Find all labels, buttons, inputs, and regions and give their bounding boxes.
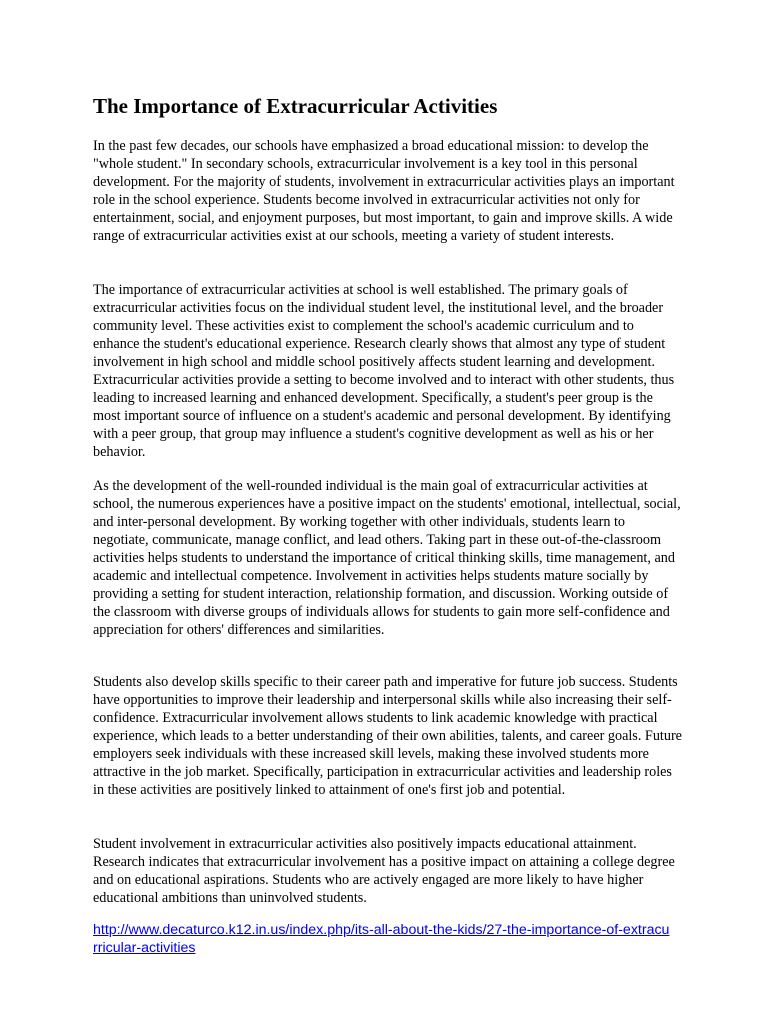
paragraph-development: As the development of the well-rounded individual is the main goal of extracurricular activities at school, the numerous experiences have a positive impact on the students' emotional, intellectual, social, and inter-personal development. By working together with other individuals, students learn to negotiate, communicate, manage conflict, and lead others. Taking part in these out-of-the-classroom activities helps students to understand the importance of critical thinking skills, time management, and academic and intellectual competence. Involvement in activities helps students mature socially by providing a setting for student interaction, relationship formation, and discussion. Working outside of the classroom with diverse groups of individuals allows for students to gain more self-confidence and appreciation for others' differences and similarities. — [93, 478, 681, 638]
paragraph-importance: The importance of extracurricular activities at school is well established. The primary goals of extracurricular activities focus on the individual student level, the institutional level, and the broader community level. These activities exist to complement the school's academic curriculum and to enhance the student's educational experience. Research clearly shows that almost any type of student involvement in high school and middle school positively affects student learning and development. Extracurricular activities provide a setting to become involved and to interact with other students, thus leading to increased learning and enhanced development. Specifically, a student's peer group is the most important source of influence on a student's academic and personal development. By identifying with a peer group, that group may influence a student's cognitive development as well as his or her behavior. — [93, 282, 675, 460]
paragraph-educational-attainment: Student involvement in extracurricular activities also positively impacts educational attainment. Research indicates that extracurricular involvement has a positive impact on attaining a college degree and on educational aspirations. Students who are actively engaged are more likely to have higher educational ambitions than uninvolved students. — [93, 836, 675, 906]
document-title: The Importance of Extracurricular Activities — [93, 94, 498, 118]
paragraph-intro: In the past few decades, our schools have emphasized a broad educational mission: to develop the "whole student." In secondary schools, extracurricular involvement is a key tool in this personal development. For the majority of students, involvement in extracurricular activities plays an important role in the school experience. Students become involved in extracurricular activities not only for entertainment, social, and enjoyment purposes, but most important, to gain and improve skills. A wide range of extracurricular activities exist at our schools, meeting a variety of student interests. — [93, 138, 675, 244]
source-link[interactable]: http://www.decaturco.k12.in.us/index.php/its-all-about-the-kids/27-the-importance-of-extracurricular-activities — [93, 922, 670, 956]
paragraph-career-skills: Students also develop skills specific to their career path and imperative for future job success. Students have opportunities to improve their leadership and interpersonal skills while also increasing their self-confidence. Extracurricular involvement allows students to link academic knowledge with practical experience, which leads to a better understanding of their own abilities, talents, and career goals. Future employers seek individuals with these increased skill levels, making these involved students more attractive in the job market. Specifically, participation in extracurricular activities and leadership roles in these activities are positively linked to attainment of one's first job and potential. — [93, 674, 682, 798]
